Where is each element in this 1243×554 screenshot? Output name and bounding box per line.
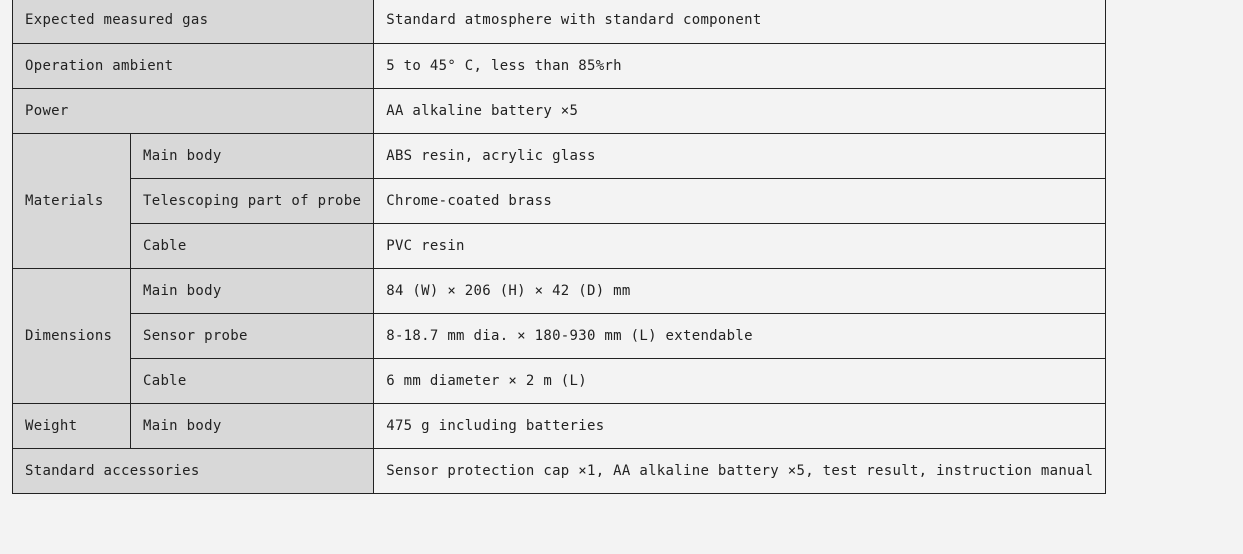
spec-row-power <box>13 88 1106 133</box>
spec-value: 8-18.7 mm dia. × 180-930 mm (L) extendable <box>374 313 1106 358</box>
spec-label: Operation ambient <box>13 43 374 88</box>
spec-sublabel: Sensor probe <box>131 313 374 358</box>
spec-sublabel: Cable <box>131 223 374 268</box>
spec-value: PVC resin <box>374 223 1106 268</box>
spec-value: 475 g including batteries <box>374 403 1106 448</box>
spec-value: 84 (W) × 206 (H) × 42 (D) mm <box>374 268 1106 313</box>
spec-row-materials-probe <box>13 178 1106 223</box>
spec-row-materials-cable <box>13 223 1106 268</box>
spec-label: Expected measured gas <box>13 0 374 43</box>
spec-table <box>12 0 1106 494</box>
spec-sublabel: Main body <box>131 268 374 313</box>
spec-value: 5 to 45° C, less than 85%rh <box>374 43 1106 88</box>
spec-sublabel: Main body <box>131 133 374 178</box>
spec-sublabel: Telescoping part of probe <box>131 178 374 223</box>
spec-row-weight <box>13 403 1106 448</box>
spec-value: AA alkaline battery ×5 <box>374 88 1106 133</box>
spec-row-dimensions-body <box>13 268 1106 313</box>
spec-sublabel: Cable <box>131 358 374 403</box>
spec-label: Standard accessories <box>13 448 374 493</box>
spec-row-dimensions-probe <box>13 313 1106 358</box>
spec-value: Standard atmosphere with standard component <box>374 0 1106 43</box>
spec-value: Sensor protection cap ×1, AA alkaline battery ×5, test result, instruction manual <box>374 448 1106 493</box>
spec-group-label: Weight <box>13 403 131 448</box>
spec-label: Power <box>13 88 374 133</box>
spec-row-materials-body <box>13 133 1106 178</box>
spec-group-label: Dimensions <box>13 268 131 403</box>
spec-value: ABS resin, acrylic glass <box>374 133 1106 178</box>
spec-row-ambient <box>13 43 1106 88</box>
spec-group-label: Materials <box>13 133 131 268</box>
spec-row-dimensions-cable <box>13 358 1106 403</box>
spec-row-accessories <box>13 448 1106 493</box>
spec-row-gas <box>13 0 1106 43</box>
spec-value: 6 mm diameter × 2 m (L) <box>374 358 1106 403</box>
spec-sublabel: Main body <box>131 403 374 448</box>
spec-value: Chrome-coated brass <box>374 178 1106 223</box>
